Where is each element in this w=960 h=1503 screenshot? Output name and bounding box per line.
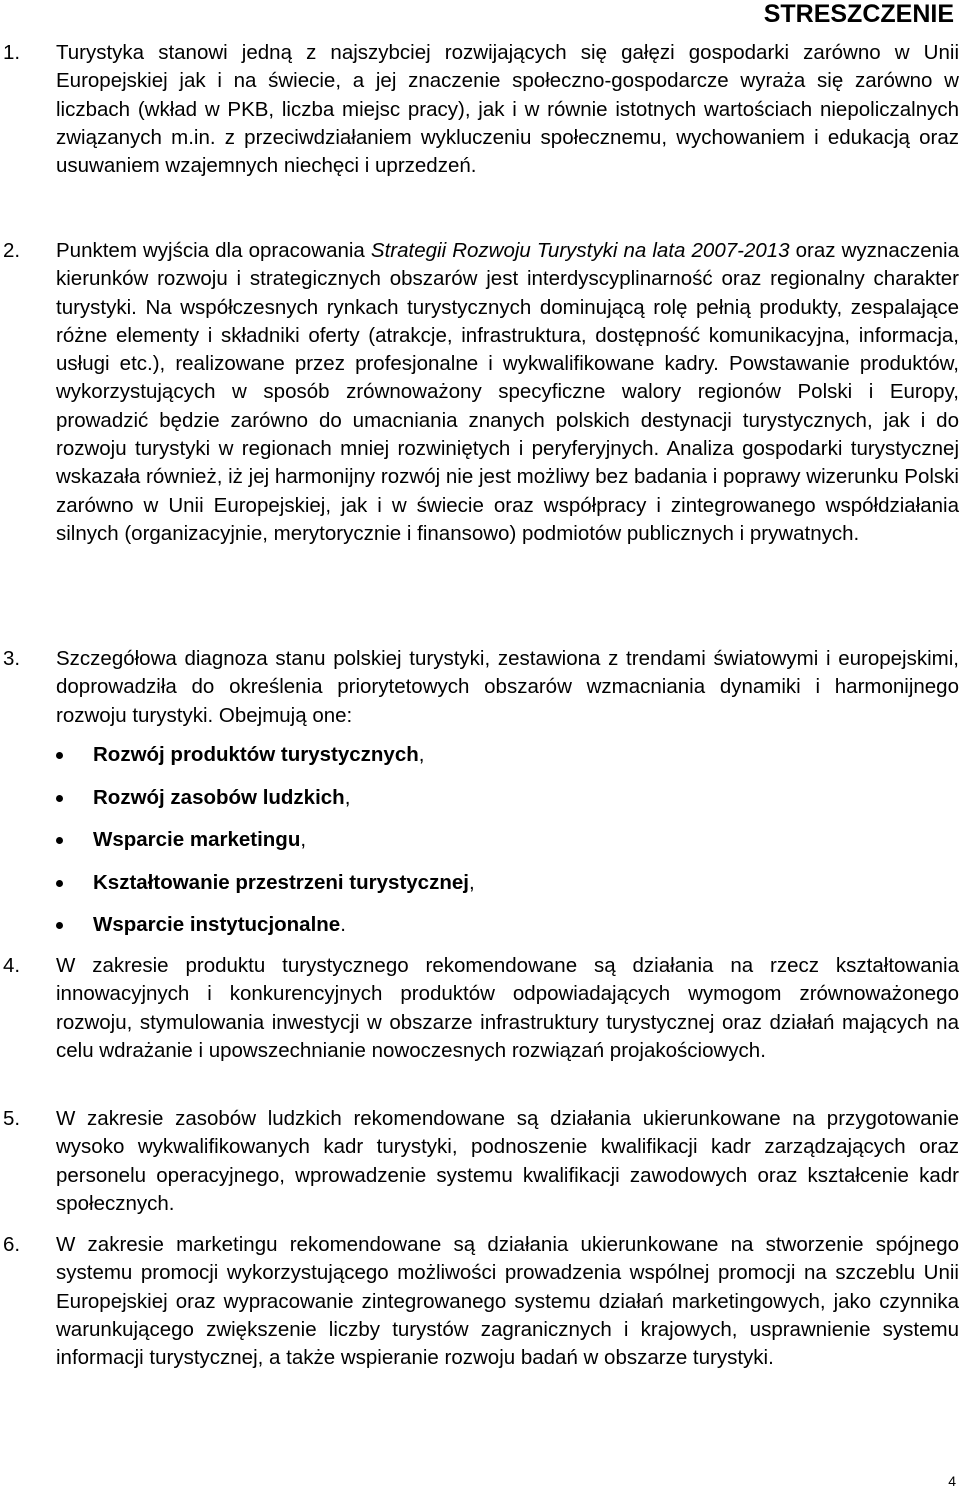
item-text bbox=[56, 237, 959, 548]
item-text: W zakresie marketingu rekomendowane są działania ukierunkowane na stworzenie spójnego systemu promocji wykorzystującego możliwości prowadzenia wspólnej promocji na szczeblu Unii Europejskiej oraz wypracowanie zintegrowanego systemu działań marketingowych, jako czynnika warunkującego zwiększenie liczby turystów zagranicznych i krajowych, usprawnienie systemu informacji turystycznej, a także wspieranie rozwoju badań w obszarze turystyki. bbox=[56, 1233, 959, 1370]
item-number: 2. bbox=[3, 239, 21, 262]
list-item bbox=[3, 39, 958, 180]
bullet-icon bbox=[56, 922, 63, 929]
item-text: W zakresie zasobów ludzkich rekomendowane są działania ukierunkowane na przygotowanie wysoko wykwalifikowanych kadr turystyki, podnoszenie kwalifikacji kadr zarządzających oraz personelu operacyjnego, wprowadzenie systemu kwalifikacji zawodowych oraz kształcenie kadr społecznych. bbox=[56, 1107, 959, 1215]
list-item bbox=[3, 952, 958, 1065]
priority-area-punct: , bbox=[468, 871, 475, 894]
priority-area-punct: . bbox=[340, 913, 346, 936]
item-text: Turystyka stanowi jedną z najszybciej rozwijających się gałęzi gospodarki zarówno w Unii Europejskiej jak i na świecie, a jej znaczenie społeczno-gospodarcze wyraża się zarówno w liczbach (wkład w PKB, liczba miejsc pracy), jak i w równie istotnych wartościach niepoliczalnych związanych m.in. z przeciwdziałaniem wykluczeniu społecznemu, wychowaniem i edukacją oraz usuwaniem wzajemnych niechęci i uprzedzeń. bbox=[56, 41, 959, 178]
bullet-icon bbox=[56, 752, 63, 759]
list-item bbox=[3, 1231, 958, 1372]
item-number: 1. bbox=[3, 41, 21, 64]
page-title: STRESZCZENIE bbox=[763, 0, 954, 28]
priority-area-label: Rozwój zasobów ludzkich bbox=[93, 786, 345, 809]
priority-area-label: Rozwój produktów turystycznych bbox=[93, 743, 419, 766]
item-number: 3. bbox=[3, 647, 21, 670]
item-text: W zakresie produktu turystycznego rekomendowane są działania na rzecz kształtowania innowacyjnych i konkurencyjnych produktów odpowiadających wymogom zrównoważonego rozwoju, stymulowania inwestycji w obszarze infrastruktury turystycznej oraz działań mających na celu wdrażanie i upowszechnianie nowoczesnych rozwiązań projakościowych. bbox=[56, 954, 959, 1062]
priority-area-punct: , bbox=[418, 743, 425, 766]
priority-area-label: Wsparcie marketingu bbox=[93, 828, 301, 851]
strategy-title: Strategii Rozwoju Turystyki na lata 2007-2013 bbox=[370, 239, 790, 262]
bullet-icon bbox=[56, 837, 63, 844]
item-number: 6. bbox=[3, 1233, 21, 1256]
list-item bbox=[3, 237, 958, 548]
item-number: 5. bbox=[3, 1107, 21, 1130]
priority-area-punct: , bbox=[300, 828, 307, 851]
priority-area-punct: , bbox=[344, 786, 351, 809]
item-text: Szczegółowa diagnoza stanu polskiej turystyki, zestawiona z trendami światowymi i europejskimi, doprowadziła do określenia priorytetowych obszarów wzmacniania dynamiki i harmonijnego rozwoju turystyki. Obejmują one: bbox=[56, 647, 959, 727]
priority-area-label: Kształtowanie przestrzeni turystycznej bbox=[93, 871, 469, 894]
bullet-icon bbox=[56, 880, 63, 887]
list-item bbox=[3, 1105, 958, 1218]
item-number: 4. bbox=[3, 954, 21, 977]
list-item bbox=[3, 645, 958, 730]
bullet-icon bbox=[56, 795, 63, 802]
item-text-rest: oraz wyznaczenia kierunków rozwoju i strategicznych obszarów jest interdyscyplinarność oraz regionalny charakter turystyki. Na współczesnych rynkach turystycznych dominującą rolę pełnią produkty, zespalające różne elementy i składniki oferty (atrakcje, infrastruktura, dostępność komunikacyjna, informacja, usługi etc.), realizowane przez profesjonalne i wykwalifikowane kadry. Powstawanie produktów, wykorzystujących w sposób zrównoważony specyficzne walory regionów Polski i Europy, prowadzić będzie zarówno do umacniania znanych polskich destynacji turystycznych, jak i do rozwoju turystyki w regionach mniej rozwiniętych i peryferyjnych. Analiza gospodarki turystycznej wskazała również, iż jej harmonijny rozwój nie jest możliwy bez badania i poprawy wizerunku Polski zarówno w Unii Europejskiej, jak i w świecie oraz współpracy i zintegrowanego współdziałania silnych (organizacyjnie, merytorycznie i finansowo) podmiotów publicznych i prywatnych. bbox=[56, 239, 959, 545]
priority-area-label: Wsparcie instytucjonalne bbox=[93, 913, 341, 936]
item-text-start: Punktem wyjścia dla opracowania bbox=[56, 239, 371, 262]
page-number: 4 bbox=[948, 1473, 956, 1489]
